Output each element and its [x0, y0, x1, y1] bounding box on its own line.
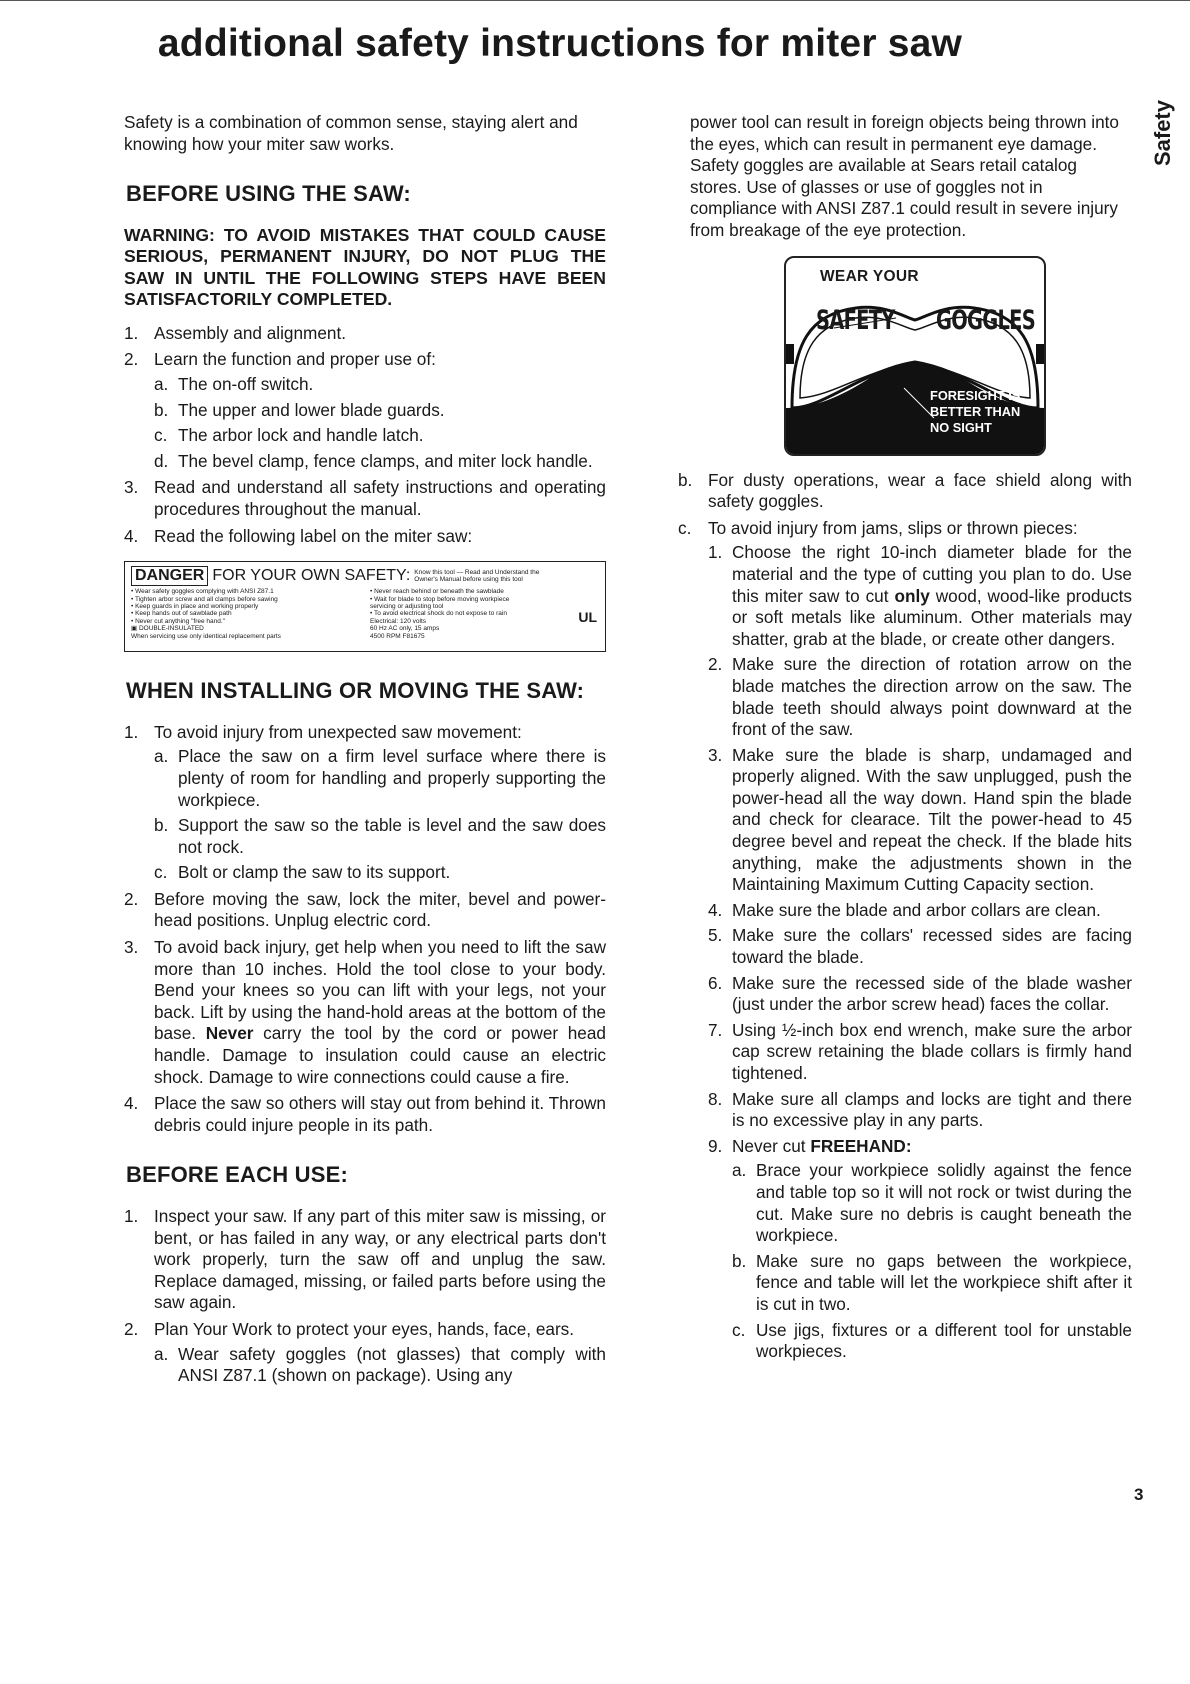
intro-paragraph: Safety is a combination of common sense, staying alert and knowing how your miter saw works. — [124, 112, 578, 154]
before-each-heading: BEFORE EACH USE: — [126, 1162, 348, 1188]
list-item: a. Brace your workpiece solidly against the fence and table top so it will not rock or twist during the cut. Make sure no debris is caught beneath the workpiece. — [732, 1160, 1132, 1246]
list-item: 1. Choose the right 10-inch diameter blade for the material and the type of cutting you plan to do. Use this miter saw to cut only wood, wood-like products or soft metals like aluminum. Other materials may shatter, grab at the blade, or create other dangers. — [708, 542, 1132, 649]
list-item: 5. Make sure the collars' recessed sides are facing toward the blade. — [708, 925, 1132, 968]
danger-word: DANGER — [131, 566, 208, 586]
page-number: 3 — [1134, 1485, 1144, 1504]
danger-headline: FOR YOUR OWN SAFETY: — [212, 567, 411, 585]
before-using-heading: BEFORE USING THE SAW: — [126, 181, 411, 207]
side-tab — [1148, 100, 1190, 230]
goggles-title: WEAR YOUR — [820, 267, 919, 285]
page-title: additional safety instructions for miter saw — [157, 22, 963, 65]
list-item: a. Place the saw on a firm level surface where there is plenty of room for handling and properly supporting the workpiece. — [154, 746, 606, 810]
list-item: c. The arbor lock and handle latch. — [154, 425, 424, 446]
list-item: 1. Assembly and alignment. — [124, 322, 347, 343]
right-letter-list — [678, 470, 1132, 1363]
sub-list — [732, 1160, 1132, 1362]
right-column — [678, 112, 1132, 1368]
continued-paragraph: power tool can result in foreign objects being thrown into the eyes, which can result in permanent eye damage. Safety goggles are available at Sears retail catalog stores. Use of glasses or use of goggles not in compliance with ANSI Z87.1 could result in severe injury from breakage of the eye protection. — [690, 112, 1119, 240]
list-item: c. Use jigs, fixtures or a different tool for unstable workpieces. — [732, 1319, 1132, 1362]
before-each-list — [124, 1206, 606, 1387]
goggles-word-goggles: GOGGLES — [936, 304, 1036, 336]
list-item: 4. Read the following label on the miter saw: — [124, 525, 473, 546]
list-item: c. Bolt or clamp the saw to its support. — [154, 862, 451, 883]
before-using-list — [124, 323, 606, 547]
goggles-word-safety: SAFETY — [816, 304, 895, 336]
list-item: b. For dusty operations, wear a face shield along with safety goggles. — [678, 469, 1132, 512]
installing-list — [124, 722, 606, 1137]
ul-listing-mark: UL — [578, 609, 597, 626]
list-item: 4. Make sure the blade and arbor collars are clean. — [708, 899, 1101, 920]
sub-list — [154, 1344, 606, 1387]
sub-list — [154, 746, 606, 884]
list-item: 9. Never cut FREEHAND: a. Brace your workpiece solidly against the fence and table top so it will not rock or twist during the cut. Make sure no debris is caught beneath the workpiece. b. Make sure no gaps between the workpiece, fence and table will let the workpiece shift after it is cut in two. c. Use jigs, fixtures or a different tool for unstable workpieces. — [708, 1135, 1132, 1362]
left-column — [124, 112, 606, 1392]
danger-left-lines: • Wear safety goggles complying with ANSI Z87.1 • Tighten arbor screw and all clamps before sawing • Keep guards in place and working properly • Keep hands out of sawblade path • Never cut anything "free hand." ▣ DOUBLE-INSULATED When servicing use only identical replacement parts — [131, 588, 281, 640]
warning-text: WARNING: TO AVOID MISTAKES THAT COULD CAUSE SERIOUS, PERMANENT INJURY, DO NOT PLUG THE SAW IN UNTIL THE FOLLOWING STEPS HAVE BEEN SATISFACTORILY COMPLETED. — [124, 224, 606, 310]
list-item: 1. Inspect your saw. If any part of this miter saw is missing, or bent, or has failed in any way, or any electrical parts don't work properly, turn the saw off and unplug the saw. Replace damaged, missing, or failed parts before using the saw again. — [124, 1206, 606, 1313]
list-item: c. To avoid injury from jams, slips or thrown pieces: 1. Choose the right 10-inch diameter blade for the material and the type of cutting you plan to do. Use this miter saw to cut only wood, wood-like products or soft metals like aluminum. Other materials may shatter, grab at the blade, or create other dangers. 2. Make sure the direction of rotation arrow on the blade matches the direction arrow on the saw. The blade teeth should always point downward at the front of the saw. 3. Make sure the blade is sharp, undamaged and properly aligned. With the saw unplugged, push the power-head all the way down. Hand spin the blade and check for clearace. Tilt the power-head to 45 degree bevel and repeat the check. If the blade hits anything, make the adjustments shown in the Maintaining Maximum Cutting Capacity section. 4. Make sure the blade and arbor collars are clean. 5. Make sure the collars' recessed sides are facing toward the blade. 6. Make sure the recessed side of the blade washer (just under the arbor screw head) faces the collar. 7. Using ½-inch box end wrench, make sure the arbor cap screw retaining the blade collars is firmly hand tightened. 8. Make sure all clamps and locks are tight and there is no excessive play in any parts. 9. Never cut FREEHAND: a. Brace your workpiece solidly against the fence and table top so it will not rock or twist during the cut. Make sure no debris is caught beneath the workpiece. b. Make sure no gaps between the workpiece, fence and table will let the workpiece shift after it is cut in two. c. Use jigs, fixtures or a different tool for unstable workpieces. — [678, 517, 1132, 1362]
side-tab-label: Safety — [1150, 100, 1175, 167]
list-item: 6. Make sure the recessed side of the blade washer (just under the arbor screw head) faces the collar. — [708, 972, 1132, 1015]
list-item: a. Wear safety goggles (not glasses) that comply with ANSI Z87.1 (shown on package). Using any — [154, 1343, 606, 1386]
danger-right-lines: • Never reach behind or beneath the sawblade • Wait for blade to stop before moving workpiece servicing or adjusting tool • To avoid electrical shock do not expose to rain Electrical: 120 volts 60 Hz AC only, 15 amps 4500 RPM F81675 — [370, 588, 510, 640]
danger-fine-print: Know this tool — Read and Understand the Owner's Manual before using this tool — [414, 569, 540, 584]
list-item: 1. To avoid injury from unexpected saw movement: a. Place the saw on a firm level surface where there is plenty of room for handling and properly supporting the workpiece. b. Support the saw so the table is level and the saw does not rock. c. Bolt or clamp the saw to its support. — [124, 721, 606, 883]
list-item: 3. Make sure the blade is sharp, undamaged and properly aligned. With the saw unplugged, push the power-head all the way down. Hand spin the blade and check for clearace. Tilt the power-head to 45 degree bevel and repeat the check. If the blade hits anything, make the adjustments shown in the Maintaining Maximum Cutting Capacity section. — [708, 744, 1132, 895]
list-item: b. Make sure no gaps between the workpiece, fence and table will let the workpiece shift after it is cut in two. — [732, 1250, 1132, 1314]
double-insulated-icon: ▣ — [131, 625, 138, 633]
list-item: 2. Plan Your Work to protect your eyes, hands, face, ears. a. Wear safety goggles (not glasses) that comply with ANSI Z87.1 (shown on package). Using any — [124, 1318, 606, 1386]
installing-heading: WHEN INSTALLING OR MOVING THE SAW: — [126, 678, 585, 704]
list-item: b. The upper and lower blade guards. — [154, 399, 445, 420]
list-item: d. The bevel clamp, fence clamps, and miter lock handle. — [154, 450, 593, 471]
list-item: 4. Place the saw so others will stay out from behind it. Thrown debris could injure people in its path. — [124, 1093, 606, 1135]
list-item: 3. Read and understand all safety instructions and operating procedures throughout the manual. — [124, 477, 606, 519]
top-rule — [0, 0, 1190, 1]
list-item: 3. To avoid back injury, get help when you need to lift the saw more than 10 inches. Hold the tool close to your body. Bend your knees so you can lift with your legs, not your back. Lift by using the hand-hold areas at the bottom of the base. Never carry the tool by the cord or power head handle. Damage to insulation could cause an electric shock. Damage to wire connections could cause a fire. — [124, 937, 606, 1087]
foresight-slogan: FORESIGHT IS BETTER THAN NO SIGHT — [930, 387, 1021, 435]
list-item: 7. Using ½-inch box end wrench, make sure the arbor cap screw retaining the blade collars is firmly hand tightened. — [708, 1019, 1132, 1083]
list-item: a. The on-off switch. — [154, 373, 314, 394]
sub-list — [708, 542, 1132, 1362]
danger-label — [124, 561, 606, 652]
label-code: F81675 — [402, 632, 425, 640]
list-item: 2. Make sure the direction of rotation arrow on the blade matches the direction arrow on the saw. The blade teeth should always point downward at the front of the saw. — [708, 654, 1132, 740]
sub-list — [154, 374, 606, 472]
list-item: 8. Make sure all clamps and locks are tight and there is no excessive play in any parts. — [708, 1088, 1132, 1131]
safety-goggles-graphic — [784, 256, 1046, 456]
list-item: 2. Before moving the saw, lock the miter, bevel and power-head positions. Unplug electric cord. — [124, 888, 606, 931]
list-item: 2. Learn the function and proper use of: a. The on-off switch. b. The upper and lower blade guards. c. The arbor lock and handle latch. d. The bevel clamp, fence clamps, and miter lock handle. — [124, 349, 606, 472]
list-item: b. Support the saw so the table is level and the saw does not rock. — [154, 815, 606, 857]
